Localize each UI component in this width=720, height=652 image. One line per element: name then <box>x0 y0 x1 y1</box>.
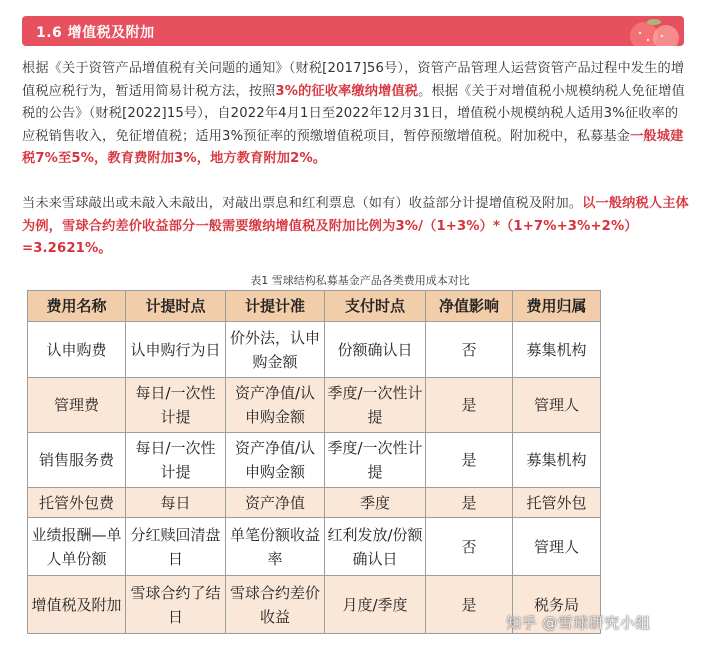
emphasis-text: 一般城建税7%至5%，教育费附加3%，地方教育附加2%。 <box>22 128 684 167</box>
table-cell: 份额确认日 <box>325 322 426 378</box>
section-banner <box>22 16 684 46</box>
table-cell: 增值税及附加 <box>28 576 126 634</box>
table-cell: 管理人 <box>513 378 601 433</box>
table-caption: 表1 雪球结构私募基金产品各类费用成本对比 <box>250 274 470 287</box>
table-cell: 资产净值 <box>226 488 325 518</box>
table-cell: 是 <box>426 433 513 488</box>
table-cell: 价外法，认申购金额 <box>226 322 325 378</box>
table-cell: 季度 <box>325 488 426 518</box>
table-cell: 季度/一次性计提 <box>325 433 426 488</box>
table-cell: 单笔份额收益率 <box>226 518 325 576</box>
table-cell: 认申购行为日 <box>126 322 226 378</box>
table-header-row <box>28 291 601 322</box>
column-header: 净值影响 <box>426 291 513 322</box>
table-cell: 募集机构 <box>513 322 601 378</box>
table-row <box>28 433 601 488</box>
source-watermark: 知乎 @雪球研究小组 <box>506 614 651 632</box>
fee-comparison-table <box>27 290 601 634</box>
table-cell: 募集机构 <box>513 433 601 488</box>
table-row <box>28 378 601 433</box>
table-cell: 是 <box>426 576 513 634</box>
paragraph-snowball-tax <box>22 193 690 261</box>
emphasis-text: 以一般纳税人主体为例，雪球合约差价收益部分一般需要缴纳增值税及附加比例为3%/（1+3%）*（1+7%+3%+2%）=3.2621%。 <box>22 196 689 257</box>
table-cell: 销售服务费 <box>28 433 126 488</box>
table-cell: 雪球合约差价收益 <box>226 576 325 634</box>
table-cell: 管理费 <box>28 378 126 433</box>
table-cell: 资产净值/认申购金额 <box>226 433 325 488</box>
table-cell: 业绩报酬—单人单份额 <box>28 518 126 576</box>
table-cell: 否 <box>426 518 513 576</box>
table-cell: 税务局 <box>513 576 601 634</box>
fruit-decoration-icon <box>614 16 684 46</box>
table-cell: 认申购费 <box>28 322 126 378</box>
column-header: 计提时点 <box>126 291 226 322</box>
paragraph-text: 当未来雪球敲出或未敲入未敲出，对敲出票息和红利票息（如有）收益部分计提增值税及附加。 <box>22 196 583 211</box>
paragraph-vat-policy <box>22 58 690 171</box>
table-cell: 每日/一次性计提 <box>126 378 226 433</box>
table-row <box>28 322 601 378</box>
table-cell: 是 <box>426 378 513 433</box>
table-cell: 托管外包费 <box>28 488 126 518</box>
table-cell: 分红赎回清盘日 <box>126 518 226 576</box>
table-cell: 季度/一次性计提 <box>325 378 426 433</box>
column-header: 费用归属 <box>513 291 601 322</box>
table-cell: 资产净值/认申购金额 <box>226 378 325 433</box>
table-cell: 托管外包 <box>513 488 601 518</box>
table-cell: 月度/季度 <box>325 576 426 634</box>
table-cell: 红利发放/份额确认日 <box>325 518 426 576</box>
paragraph-text: 。根据《关于对增值税小规模纳税人免征增值税的公告》（财税[2022]15号），自2022年4月1日至2022年12月31日，增值税小规模纳税人适用3%征收率的应税销售收入，免征增值税；适用3%预征率的预缴增值税项目，暂停预缴增值税。附加税中，私募基金 <box>22 83 685 144</box>
column-header: 支付时点 <box>325 291 426 322</box>
table-cell: 每日/一次性计提 <box>126 433 226 488</box>
table-cell: 是 <box>426 488 513 518</box>
column-header: 计提计准 <box>226 291 325 322</box>
column-header: 费用名称 <box>28 291 126 322</box>
section-title: 1.6 增值税及附加 <box>36 25 155 41</box>
emphasis-text: 3%的征收率缴纳增值税 <box>275 83 419 99</box>
table-cell: 否 <box>426 322 513 378</box>
table-row <box>28 518 601 576</box>
paragraph-text: 根据《关于资管产品增值税有关问题的通知》（财税[2017]56号），资管产品管理人运营资管产品过程中发生的增值税应税行为，暂适用简易计税方法，按照 <box>22 61 685 99</box>
table-row <box>28 488 601 518</box>
table-cell: 每日 <box>126 488 226 518</box>
table-cell: 管理人 <box>513 518 601 576</box>
table-cell: 雪球合约了结日 <box>126 576 226 634</box>
